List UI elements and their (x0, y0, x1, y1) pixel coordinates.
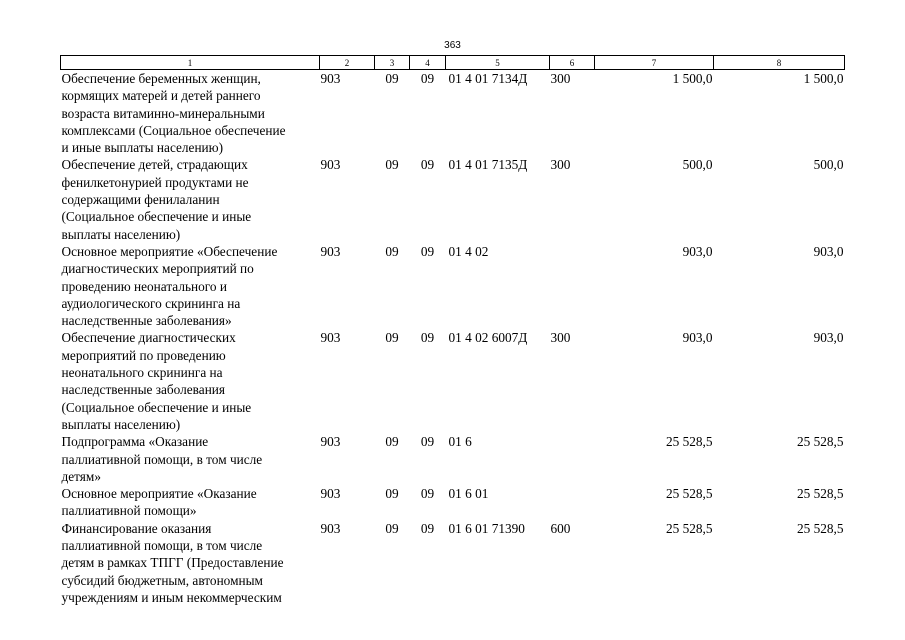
section-code: 09 (385, 71, 399, 86)
section-code: 09 (385, 520, 399, 536)
subsection-code: 09 (420, 486, 435, 502)
description-line: наследственные заболевания» (61, 313, 232, 329)
amount-year-2: 25 528,5 (796, 434, 844, 450)
description-line: паллиативной помощи, в том числе (61, 538, 263, 554)
expense-type-code (550, 433, 595, 485)
table-row (61, 520, 845, 606)
amount-year-1: 1 500,0 (672, 71, 713, 86)
expense-type-code (550, 243, 595, 329)
row-description (61, 156, 320, 242)
table-body (61, 70, 845, 607)
description-line: проведению неонатального и (61, 278, 228, 294)
ministry-code: 903 (320, 520, 341, 536)
description-line: детям в рамках ТПГГ (Предоставление (61, 555, 284, 571)
row-description (61, 329, 320, 433)
description-line: фенилкетонурией продуктами не (61, 174, 249, 190)
column-header: 6 (550, 56, 595, 70)
amount-year-2: 1 500,0 (803, 71, 844, 86)
row-description (61, 433, 320, 485)
row-description (61, 70, 320, 157)
description-line: наследственные заболевания (61, 382, 226, 398)
amount-year-1: 903,0 (682, 330, 713, 346)
subsection-code: 09 (420, 71, 435, 86)
budget-table (60, 55, 845, 606)
subsection-code: 09 (420, 243, 435, 259)
section-code: 09 (385, 243, 399, 259)
description-line: мероприятий по проведению (61, 347, 226, 363)
column-header: 5 (446, 56, 550, 70)
row-description (61, 520, 320, 606)
description-line: Основное мероприятие «Обеспечение (61, 243, 278, 259)
table-row (61, 243, 845, 329)
description-line: выплаты населению) (61, 226, 181, 242)
column-header-row (61, 56, 845, 70)
target-article-code: 01 6 (448, 434, 472, 450)
target-article-code: 01 6 01 (448, 486, 489, 502)
ministry-code: 903 (320, 71, 341, 86)
description-line: Обеспечение диагностических (61, 330, 236, 346)
page-number: 363 (444, 40, 461, 51)
amount-year-2: 25 528,5 (796, 486, 844, 502)
description-line: (Социальное обеспечение и иные (61, 399, 252, 415)
description-line: Обеспечение беременных женщин, (61, 71, 261, 86)
amount-year-2: 500,0 (813, 157, 844, 173)
amount-year-2: 903,0 (813, 330, 844, 346)
column-header: 3 (375, 56, 410, 70)
description-line: и иные выплаты населению) (61, 140, 224, 156)
description-line: паллиативной помощи, в том числе (61, 451, 263, 467)
target-article-code: 01 4 02 6007Д (448, 330, 528, 346)
table-row (61, 70, 845, 157)
target-article-code: 01 4 01 7135Д (448, 157, 528, 173)
description-line: детям» (61, 468, 101, 484)
description-line: возраста витаминно-минеральными (61, 105, 265, 121)
description-line: выплаты населению) (61, 416, 181, 432)
column-header: 8 (714, 56, 845, 70)
description-line: учреждениям и иным некоммерческим (61, 589, 282, 605)
column-header: 1 (61, 56, 320, 70)
description-line: содержащими фенилаланин (61, 192, 220, 208)
ministry-code: 903 (320, 330, 341, 346)
table-row (61, 156, 845, 242)
expense-type-code: 300 (550, 330, 571, 346)
subsection-code: 09 (420, 520, 435, 536)
description-line: паллиативной помощи» (61, 503, 197, 519)
ministry-code: 903 (320, 434, 341, 450)
description-line: диагностических мероприятий по (61, 261, 254, 277)
description-line: Финансирование оказания (61, 520, 212, 536)
description-line: Основное мероприятие «Оказание (61, 486, 257, 502)
table-row (61, 433, 845, 485)
subsection-code: 09 (420, 157, 435, 173)
table-row (61, 485, 845, 520)
target-article-code: 01 4 02 (448, 243, 489, 259)
subsection-code: 09 (420, 434, 435, 450)
amount-year-2: 903,0 (813, 243, 844, 259)
section-code: 09 (385, 330, 399, 346)
column-header: 4 (410, 56, 446, 70)
expense-type-code: 300 (550, 157, 571, 173)
ministry-code: 903 (320, 486, 341, 502)
subsection-code: 09 (420, 330, 435, 346)
description-line: субсидий бюджетным, автономным (61, 572, 263, 588)
row-description (61, 243, 320, 329)
column-header: 7 (595, 56, 714, 70)
description-line: неонатального скрининга на (61, 365, 223, 381)
description-line: (Социальное обеспечение и иные (61, 209, 252, 225)
target-article-code: 01 6 01 71390 (448, 520, 525, 536)
ministry-code: 903 (320, 157, 341, 173)
row-description (61, 485, 320, 520)
table-row (61, 329, 845, 433)
amount-year-1: 25 528,5 (665, 434, 713, 450)
target-article-code: 01 4 01 7134Д (448, 71, 528, 86)
expense-type-code: 600 (550, 520, 571, 536)
expense-type-code: 300 (550, 71, 571, 86)
amount-year-1: 903,0 (682, 243, 713, 259)
ministry-code: 903 (320, 243, 341, 259)
description-line: Обеспечение детей, страдающих (61, 157, 248, 173)
column-header: 2 (320, 56, 375, 70)
section-code: 09 (385, 157, 399, 173)
amount-year-1: 500,0 (682, 157, 713, 173)
expense-type-code (550, 485, 595, 520)
section-code: 09 (385, 486, 399, 502)
description-line: комплексами (Социальное обеспечение (61, 122, 286, 138)
amount-year-1: 25 528,5 (665, 486, 713, 502)
description-line: Подпрограмма «Оказание (61, 434, 209, 450)
amount-year-2: 25 528,5 (796, 520, 844, 536)
description-line: аудиологического скрининга на (61, 295, 241, 311)
section-code: 09 (385, 434, 399, 450)
description-line: кормящих матерей и детей раннего (61, 88, 261, 104)
amount-year-1: 25 528,5 (665, 520, 713, 536)
